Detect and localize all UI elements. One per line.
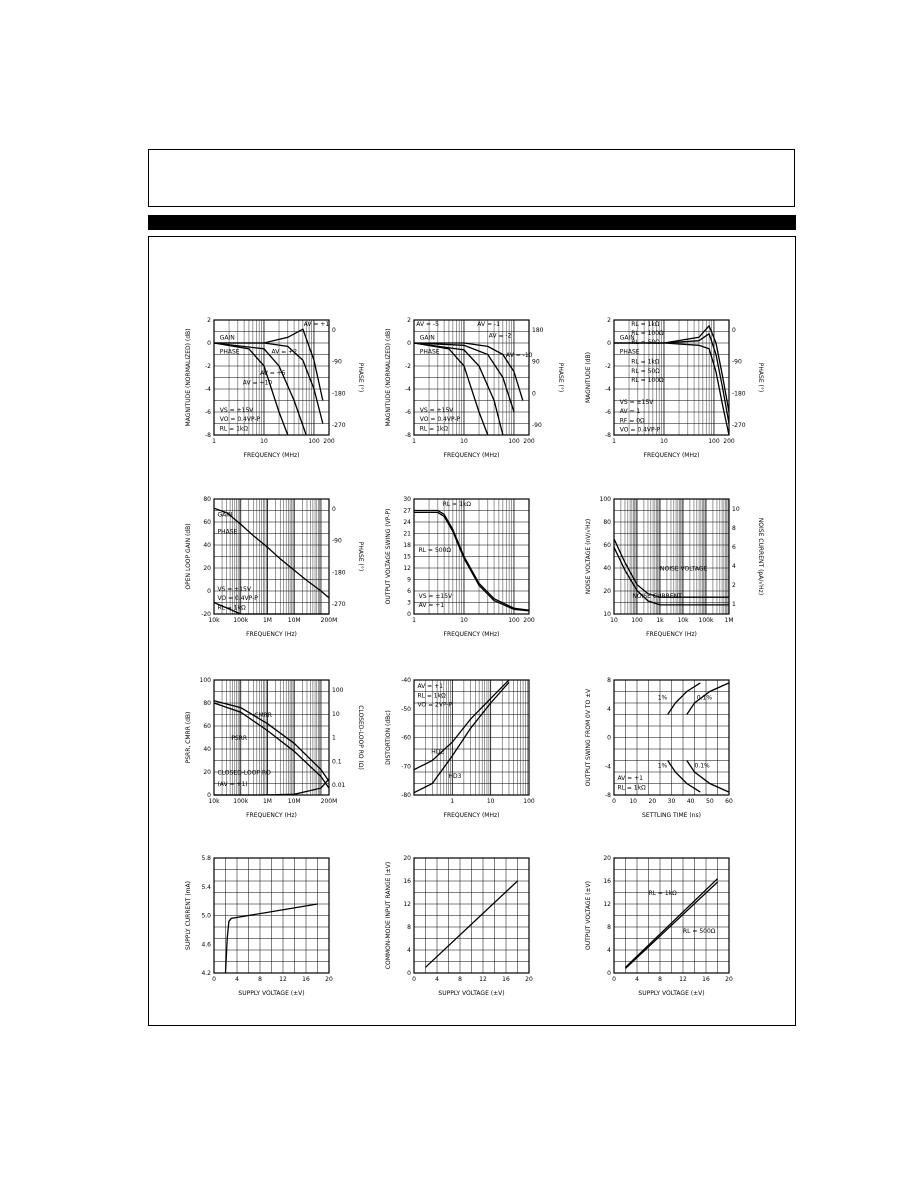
series-line-1 [668,683,701,715]
y2-tick-label: 4 [732,563,736,570]
x-tick-label: 10 [460,438,468,445]
y-tick-label: -2 [205,363,211,370]
y2-tick-label: 1 [732,601,736,608]
y-tick-label: 0 [207,340,211,347]
y-tick-label: 2 [207,317,211,324]
annotation-label: GAIN [419,334,435,342]
x-tick-label: 50 [706,798,714,805]
y-tick-label: 80 [603,519,611,526]
y-tick-label: -70 [401,763,411,771]
y-axis-label: NOISE VOLTAGE (nV/√Hz) [585,518,592,595]
x-axis-label: FREQUENCY (Hz) [246,812,297,819]
y-tick-label: 20 [203,769,211,776]
y2-tick-label: -270 [332,422,346,429]
x-axis-label: FREQUENCY (MHz) [443,812,500,819]
x-tick-label: 1k [656,617,664,624]
y-tick-label: 4 [607,947,611,954]
x-tick-label: 16 [702,976,710,983]
chart-1 [185,317,364,459]
x-tick-label: 12 [279,976,287,983]
y2-tick-label: 100 [332,687,344,694]
annotation-label: HD2 [431,748,445,756]
y2-tick-label: 90 [532,358,540,366]
y-tick-label: 4 [607,705,611,713]
annotation-label: VS = ±15V [619,398,654,406]
y-tick-label: 5.4 [201,883,211,891]
x-tick-label: 0 [612,976,616,983]
y2-tick-label: 0 [732,327,736,334]
y-tick-label: 12 [403,565,411,572]
y-tick-label: 27 [403,507,411,515]
annotation-label: RL = 50Ω [631,339,660,347]
y2-tick-label: 6 [732,544,736,551]
annotation-label: NOISE VOLTAGE [660,565,708,573]
y-tick-label: 5.8 [201,855,211,862]
x-tick-label: 1 [212,438,216,445]
y-axis-label: MAGNITUDE (NORMALIZED) (dB) [385,328,392,427]
x-tick-label: 10k [208,798,220,805]
y-tick-label: 40 [203,542,211,549]
x-axis-label: SUPPLY VOLTAGE (±V) [438,990,505,997]
x-tick-label: 100 [631,617,643,624]
y2-tick-label: -180 [332,390,346,398]
annotation-label: RF = 0Ω [619,417,645,425]
x-tick-label: 0 [612,798,616,805]
y2-tick-label: -90 [532,422,542,429]
x-tick-label: 10 [460,617,468,624]
annotation-label: VS = ±15V [418,592,453,600]
x-tick-label: 10k [677,617,689,624]
y-tick-label: 0 [407,970,411,977]
x-axis-label: SUPPLY VOLTAGE (±V) [638,990,705,997]
y2-axis-label: CLOSED-LOOP RO (Ω) [357,705,364,770]
annotation-label: RL = 1kΩ [648,889,677,897]
x-tick-label: 10 [260,438,268,445]
x-axis-label: FREQUENCY (MHz) [443,631,500,638]
x-tick-label: 200 [723,438,735,445]
annotation-label: GAIN [217,511,233,519]
y-axis-label: MAGNITUDE (NORMALIZED) (dB) [185,328,192,427]
annotation-label: PHASE [219,348,240,356]
annotation-label: RL = 50Ω [631,367,660,375]
y2-tick-label: 0 [332,506,336,513]
annotation-label: HD3 [448,772,462,780]
y-tick-label: 20 [603,855,611,862]
annotation-label: AV = -1 [477,320,500,328]
annotation-label: PSRR [231,734,248,742]
x-tick-label: 10 [610,617,618,624]
chart-12 [585,855,733,997]
x-tick-label: 10M [287,798,301,805]
x-tick-label: 1 [450,798,455,805]
x-tick-label: 10k [208,617,220,624]
x-tick-label: 40 [686,798,695,805]
x-tick-label: 1M [724,617,734,624]
annotation-label: AV = -10 [506,351,533,359]
x-axis-label: FREQUENCY (MHz) [443,452,500,459]
annotation-label: GAIN [219,334,235,342]
annotation-label: RL = 1kΩ [631,320,660,328]
y-tick-label: -2 [405,363,411,370]
y-tick-label: -6 [405,409,411,416]
y-tick-label: 0 [607,734,611,742]
annotation-label: RL = 100Ω [631,377,664,385]
y2-tick-label: 180 [532,327,544,334]
annotation-label: RL = 1kΩ [631,358,660,366]
annotation-label: AV = -5 [416,320,439,328]
y2-tick-label: 2 [732,582,736,589]
x-tick-label: 16 [502,976,510,983]
y-tick-label: -8 [205,432,211,439]
annotation-label: RL = 1kΩ [617,784,646,792]
annotation-label: RL = 1kΩ [419,425,448,433]
y-tick-label: -4 [405,386,411,393]
x-tick-label: 20 [525,976,533,983]
y-tick-label: 0 [207,792,211,799]
y2-axis-label: PHASE (°) [757,362,764,393]
annotation-label: CLOSED-LOOP RO [217,769,271,777]
annotation-label: AV = +1 [418,602,445,610]
x-tick-label: 1 [412,438,416,445]
annotation-label: PHASE [419,348,440,356]
annotation-label: RL = 100Ω [631,329,664,337]
x-axis-label: SETTLING TIME (ns) [642,812,701,819]
chart-6 [585,496,764,638]
annotation-label: AV = +2 [271,348,298,356]
y-tick-label: 20 [203,565,211,572]
y-tick-label: 80 [203,700,211,707]
annotation-label: VO = 0.4VP-P [217,595,258,603]
y-tick-label: -8 [605,432,611,439]
y2-axis-label: PHASE (°) [357,362,364,393]
x-tick-label: 10M [287,617,301,624]
y-tick-label: 8 [607,924,611,931]
y-tick-label: 2 [407,317,411,324]
y-tick-label: 100 [599,496,611,503]
chart-5 [385,496,535,638]
x-tick-label: 12 [479,976,487,983]
y-tick-label: 5.0 [201,912,211,920]
y-tick-label: 12 [603,901,611,908]
annotation-label: AV = 1 [619,408,641,416]
y-tick-label: 2 [607,317,611,324]
x-tick-label: 0 [212,976,216,983]
x-tick-label: 20 [725,976,733,983]
y-axis-label: MAGNITUDE (dB) [585,351,592,404]
y-tick-label: -80 [401,792,411,799]
y2-tick-label: -180 [732,390,746,398]
x-tick-label: 8 [458,976,462,983]
x-axis-label: FREQUENCY (MHz) [643,452,700,459]
annotation-label: GAIN [619,334,635,342]
annotation-label: VS = ±15V [217,586,251,593]
x-tick-label: 200M [320,617,338,624]
y-tick-label: 16 [603,878,611,885]
y2-tick-label: 10 [332,710,340,718]
y-tick-label: 15 [403,553,411,561]
y-axis-label: PSRR, CMRR (dB) [185,711,192,764]
x-tick-label: 200M [320,798,338,805]
annotation-label: 0.1% [696,694,713,702]
chart-9 [585,677,733,819]
y-tick-label: 20 [603,588,611,595]
x-tick-label: 8 [658,976,662,983]
y-tick-label: -4 [205,386,211,393]
y-tick-label: -8 [405,432,411,439]
chart-10 [185,855,333,997]
chart-11 [385,855,533,997]
x-tick-label: 60 [725,798,733,805]
x-tick-label: 8 [258,976,262,983]
y-axis-label: COMMON-MODE INPUT RANGE (±V) [385,861,392,970]
y-tick-label: 8 [607,677,611,684]
y2-tick-label: 10 [732,506,740,513]
y-tick-label: 9 [407,576,411,584]
y-tick-label: 0 [607,340,611,347]
y2-tick-label: 0 [532,390,536,398]
annotation-label: VO = 0.4VP-P [219,416,261,424]
annotation-label: (AV = +1) [217,780,248,788]
x-axis-label: FREQUENCY (Hz) [246,631,297,638]
annotation-label: AV = -2 [488,332,512,340]
annotation-label: AV = +1 [617,775,643,783]
y-tick-label: 0 [207,588,211,595]
x-tick-label: 30 [667,798,676,805]
y-tick-label: 100 [199,677,211,684]
x-tick-label: 100 [508,438,520,445]
y-axis-label: SUPPLY CURRENT (mA) [185,881,192,950]
y2-tick-label: 8 [732,525,736,532]
y-tick-label: -2 [605,363,611,370]
x-tick-label: 10 [660,438,668,445]
y-tick-label: 21 [403,530,411,538]
x-tick-label: 1M [262,617,272,624]
y-tick-label: 4.2 [201,970,211,977]
x-tick-label: 12 [679,976,687,983]
y2-tick-label: -270 [732,422,746,429]
x-tick-label: 16 [302,976,310,983]
y-tick-label: 16 [403,878,411,885]
x-tick-label: 100 [708,438,720,445]
y-tick-label: 6 [407,588,411,595]
x-axis-label: FREQUENCY (Hz) [646,631,697,638]
y-tick-label: 40 [203,746,211,753]
annotation-label: 1% [657,762,668,770]
y-tick-label: 0 [407,611,411,618]
x-tick-label: 1M [262,798,272,805]
y-tick-label: 12 [403,901,411,908]
y2-tick-label: -270 [332,601,346,608]
x-axis-label: FREQUENCY (MHz) [243,452,300,459]
y-tick-label: 24 [403,519,411,526]
x-tick-label: 4 [435,976,439,983]
y-tick-label: -60 [401,734,411,742]
annotation-label: RL = 1kΩ [217,604,246,612]
chart-3 [585,317,764,459]
y-tick-label: 0 [607,970,611,977]
y-tick-label: 30 [403,496,411,503]
y-tick-label: 60 [203,519,211,526]
x-tick-label: 20 [325,976,333,983]
chart-8 [385,677,535,819]
y-tick-label: -20 [201,611,211,618]
x-axis-label: SUPPLY VOLTAGE (±V) [238,990,305,997]
y-axis-label: DISTORTION (dBc) [385,710,392,765]
y2-tick-label: 0.01 [332,782,346,789]
y2-axis-label: PHASE (°) [557,362,564,393]
annotation-label: AV = +10 [242,379,273,387]
series-line-1 [214,508,329,598]
annotation-label: CMRR [254,711,272,719]
y-tick-label: 20 [403,855,411,862]
chart-7 [185,677,364,819]
y2-tick-label: -90 [732,358,742,366]
x-tick-label: 100k [233,617,249,624]
y-tick-label: -6 [205,409,211,416]
annotation-label: 0.1% [694,762,710,770]
y-tick-label: 10 [603,611,611,618]
x-tick-label: 100 [523,798,535,805]
y-tick-label: 40 [603,565,611,572]
y-tick-label: -40 [401,677,411,684]
x-tick-label: 200 [523,438,535,445]
y2-axis-label: NOISE CURRENT (pA/√Hz) [757,517,764,596]
chart-2 [385,317,564,459]
y-tick-label: 60 [203,723,211,730]
y2-tick-label: -90 [332,358,342,366]
annotation-label: 1% [657,694,668,702]
y-tick-label: -50 [401,705,411,713]
x-tick-label: 4 [635,976,639,983]
y2-tick-label: 1 [332,734,336,742]
y-tick-label: 8 [407,924,411,931]
annotation-label: RL = 1kΩ [219,425,248,433]
y2-tick-label: -180 [332,569,346,577]
chart-4 [185,496,364,638]
x-tick-label: 1 [412,617,416,624]
y2-tick-label: 0.1 [332,758,342,766]
annotation-label: VO = 2VP-P [417,701,453,709]
y-tick-label: -4 [605,763,611,771]
annotation-label: AV = +1 [303,320,330,328]
x-tick-label: 10 [486,798,495,805]
annotation-label: VO = 0.4VP-P [419,416,461,424]
y-tick-label: 18 [403,542,411,549]
y-tick-label: -8 [605,792,611,799]
annotation-label: NOISE CURRENT [632,592,682,600]
annotation-label: RL = 1kΩ [442,500,471,508]
x-tick-label: 100 [508,617,520,624]
y-axis-label: OPEN LOOP GAIN (dB) [185,523,192,590]
x-tick-label: 200 [323,438,335,445]
y-tick-label: 0 [407,340,411,347]
y-tick-label: -4 [605,386,611,393]
annotation-label: PHASE [619,348,640,356]
x-tick-label: 100k [233,798,249,805]
x-tick-label: 10 [629,798,637,805]
annotation-label: AV = +1 [417,683,443,691]
y-tick-label: -6 [605,409,611,416]
annotation-label: AV = +5 [260,370,286,378]
y-axis-label: OUTPUT VOLTAGE SWING (VP-P) [385,508,392,605]
y-tick-label: 4 [407,947,411,954]
annotation-label: RL = 500Ω [683,927,716,935]
y-axis-label: OUTPUT SWING FROM 0V TO ±V [585,688,592,787]
annotation-label: PHASE [217,528,238,536]
x-tick-label: 1 [612,438,616,445]
annotation-label: VS = ±15V [219,407,254,414]
y2-axis-label: PHASE (°) [357,541,364,572]
x-tick-label: 0 [412,976,416,983]
y-tick-label: 4.6 [201,941,211,949]
x-tick-label: 20 [648,798,657,805]
y-tick-label: 60 [603,542,611,549]
annotation-label: RL = 500Ω [418,546,451,554]
x-tick-label: 100 [308,438,320,445]
y2-tick-label: 0 [332,327,336,334]
annotation-label: VS = ±15V [419,407,454,414]
y-tick-label: 3 [407,599,411,607]
x-tick-label: 4 [235,976,239,983]
y-tick-label: 80 [203,496,211,503]
annotation-label: VO = 0.4VP-P [619,426,661,434]
y2-tick-label: -90 [332,537,342,545]
y-axis-label: OUTPUT VOLTAGE (±V) [585,881,592,950]
annotation-label: RL = 1kΩ [417,692,446,700]
x-tick-label: 100k [698,617,714,624]
x-tick-label: 200 [523,617,535,624]
